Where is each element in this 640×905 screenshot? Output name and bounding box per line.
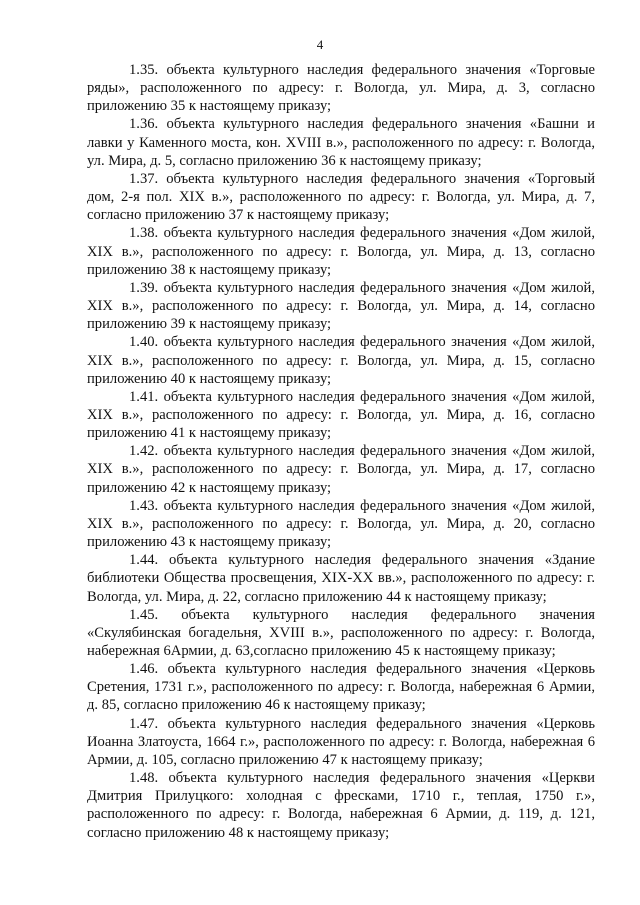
paragraph-1-47: 1.47. объекта культурного наследия федерального значения «Церковь Иоанна Златоуста, 1664 г.», расположенного по адресу: г. Вологда, набережная 6 Армии, д. 105, согласно приложению 47 к настоящему приказу; xyxy=(87,715,595,768)
page-number: 4 xyxy=(316,37,324,52)
paragraph-1-42: 1.42. объекта культурного наследия федерального значения «Дом жилой, XIX в.», расположенного по адресу: г. Вологда, ул. Мира, д. 17, согласно приложению 42 к настоящему приказу; xyxy=(87,443,595,496)
paragraph-1-44: 1.44. объекта культурного наследия федерального значения «Здание библиотеки Общества просвещения, XIX-XX вв.», расположенного по адресу: г. Вологда, ул. Мира, д. 22, согласно приложению 44 к настоящему приказу; xyxy=(87,552,595,605)
paragraph-1-45: 1.45. объекта культурного наследия федерального значения «Скулябинская богадельня, XVIII в.», расположенного по адресу: г. Вологда, набережная 6Армии, д. 63,согласно приложению 45 к настоящему приказу; xyxy=(87,606,595,659)
paragraph-1-46: 1.46. объекта культурного наследия федерального значения «Церковь Сретения, 1731 г.», расположенного по адресу: г. Вологда, набережная 6 Армии, д. 85, согласно приложению 46 к настоящему приказу; xyxy=(87,661,595,714)
paragraph-1-37: 1.37. объекта культурного наследия федерального значения «Торговый дом, 2-я пол. XIX в.», расположенного по адресу: г. Вологда, ул. Мира, д. 7, согласно приложению 37 к настоящему приказу; xyxy=(87,170,595,224)
paragraph-1-48: 1.48. объекта культурного наследия федерального значения «Церкви Дмитрия Прилуцкого: холодная с фресками, 1710 г., теплая, 1750 г.», расположенного по адресу: г. Вологда, набережная 6 Армии, д. 119, д. 121, согласно приложению 48 к настоящему приказу; xyxy=(87,770,595,841)
paragraph-1-40: 1.40. объекта культурного наследия федерального значения «Дом жилой, XIX в.», расположенного по адресу: г. Вологда, ул. Мира, д. 15, согласно приложению 40 к настоящему приказу; xyxy=(87,334,595,387)
paragraph-1-41: 1.41. объекта культурного наследия федерального значения «Дом жилой, XIX в.», расположенного по адресу: г. Вологда, ул. Мира, д. 16, согласно приложению 41 к настоящему приказу; xyxy=(87,388,595,442)
document-body xyxy=(87,61,595,842)
paragraph-1-35: 1.35. объекта культурного наследия федерального значения «Торговые ряды», расположенного по адресу: г. Вологда, ул. Мира, д. 3, согласно приложению 35 к настоящему приказу; xyxy=(87,62,595,115)
paragraph-1-43: 1.43. объекта культурного наследия федерального значения «Дом жилой, XIX в.», расположенного по адресу: г. Вологда, ул. Мира, д. 20, согласно приложению 43 к настоящему приказу; xyxy=(87,497,595,551)
paragraph-1-39: 1.39. объекта культурного наследия федерального значения «Дом жилой, XIX в.», расположенного по адресу: г. Вологда, ул. Мира, д. 14, согласно приложению 39 к настоящему приказу; xyxy=(87,279,595,333)
paragraph-1-38: 1.38. объекта культурного наследия федерального значения «Дом жилой, XIX в.», расположенного по адресу: г. Вологда, ул. Мира, д. 13, согласно приложению 38 к настоящему приказу; xyxy=(87,225,595,278)
paragraph-1-36: 1.36. объекта культурного наследия федерального значения «Башни и лавки у Каменного моста, кон. XVIII в.», расположенного по адресу: г. Вологда, ул. Мира, д. 5, согласно приложению 36 к настоящему приказу; xyxy=(87,116,595,169)
